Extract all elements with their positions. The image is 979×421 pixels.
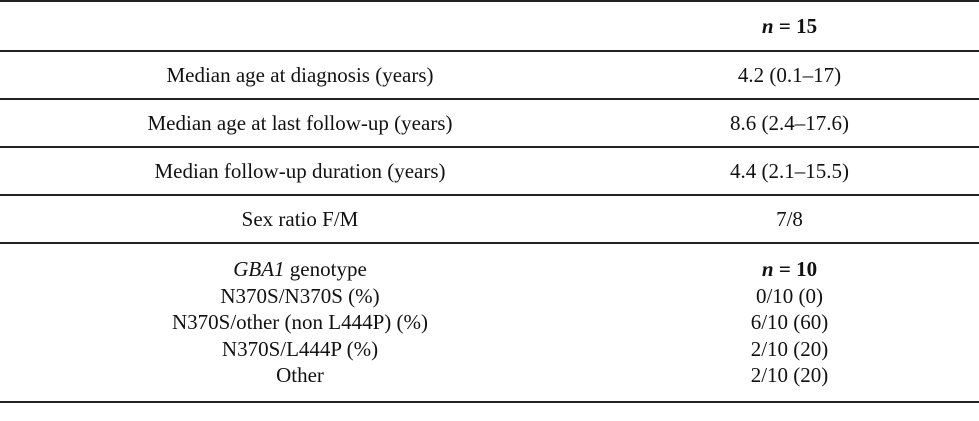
header-n-cell — [600, 1, 979, 51]
header-label-cell — [0, 1, 600, 51]
row-label: Sex ratio F/M — [0, 195, 600, 243]
row-value: 4.4 (2.1–15.5) — [600, 147, 979, 195]
table-row-sex-ratio — [0, 195, 979, 243]
row-label: Median follow-up duration (years) — [0, 147, 600, 195]
genotype-n — [600, 256, 979, 283]
row-value: 8.6 (2.4–17.6) — [600, 99, 979, 147]
genotype-item-value: 6/10 (60) — [750, 310, 829, 334]
header-n-equals: = 15 — [773, 13, 818, 38]
genotype-heading — [0, 256, 600, 283]
table-row-median-follow-up-duration — [0, 147, 979, 195]
genotype-labels-cell — [0, 243, 600, 402]
genotype-n-symbol: n — [761, 257, 774, 281]
genotype-item-value: 0/10 (0) — [755, 283, 824, 308]
genotype-item-label: N370S/other (non L444P) (%) — [171, 310, 429, 334]
row-label: Median age at diagnosis (years) — [0, 51, 600, 99]
genotype-item-value: 2/10 (20) — [750, 363, 829, 387]
gene-name: GBA1 — [233, 257, 285, 281]
gene-suffix: genotype — [284, 257, 367, 281]
genotype-n-equals: = 10 — [773, 257, 818, 281]
genotype-values-cell — [600, 243, 979, 402]
row-value: 7/8 — [600, 195, 979, 243]
header-n — [762, 14, 817, 38]
row-label: Median age at last follow-up (years) — [0, 99, 600, 147]
table-row-genotype — [0, 243, 979, 402]
genotype-item-label: N370S/N370S (%) — [220, 283, 380, 308]
header-n-symbol: n — [761, 13, 774, 38]
table-header-row — [0, 1, 979, 51]
genotype-item-label: Other — [276, 363, 324, 387]
table-row-median-age-diagnosis — [0, 51, 979, 99]
row-value: 4.2 (0.1–17) — [600, 51, 979, 99]
table-row-median-age-last-follow-up — [0, 99, 979, 147]
genotype-item-label: N370S/L444P (%) — [221, 336, 379, 361]
genotype-item-value: 2/10 (20) — [750, 336, 829, 361]
